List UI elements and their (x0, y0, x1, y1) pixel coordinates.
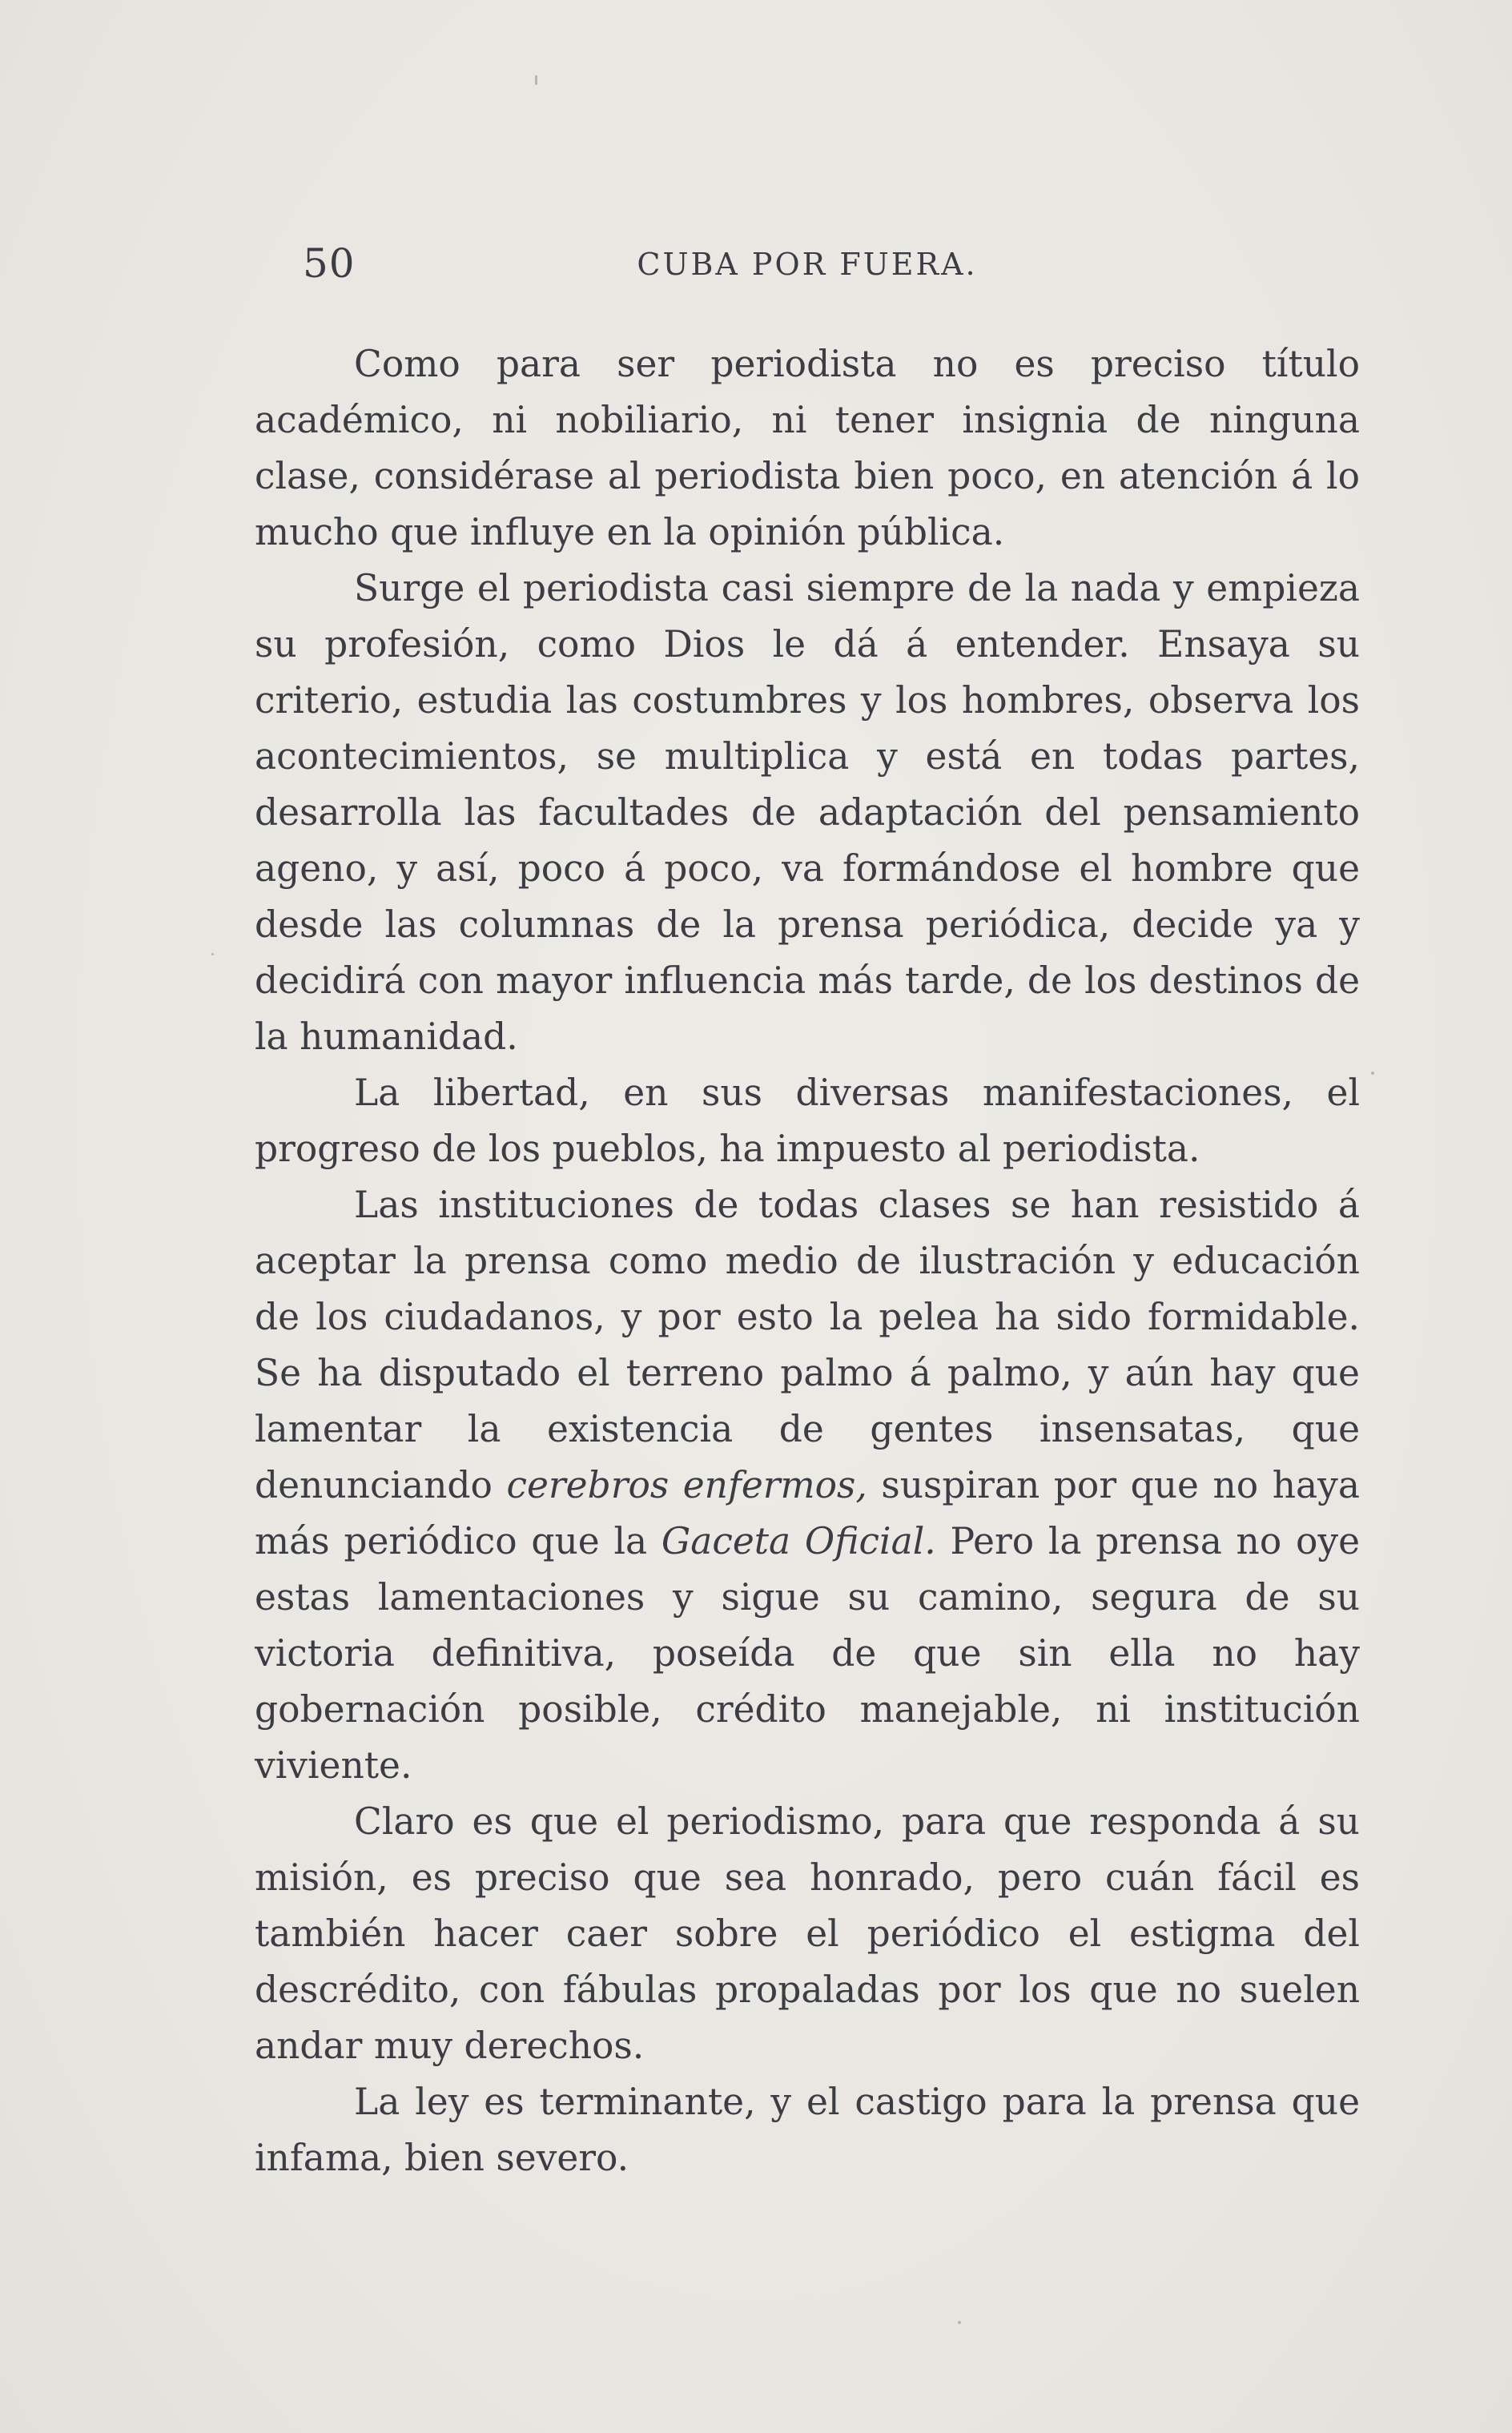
paragraph-6: La ley es terminante, y el castigo para la prensa que infama, bien severo. (255, 2081, 1360, 2179)
paragraph-5: Claro es que el periodismo, para que responda á su misión, es preciso que sea honrado, pero cuán fácil es también hacer caer sobre el periódico el estigma del descrédito, con fábulas propaladas por los que no suelen andar muy derechos. (255, 1800, 1360, 2067)
paper-speck (958, 2321, 961, 2324)
paragraph-3: La libertad, en sus diversas manifestaciones, el progreso de los pueblos, ha impuesto al periodista. (255, 1072, 1360, 1170)
italic-phrase: cerebros enfermos, (506, 1464, 867, 1506)
body-text (255, 336, 1360, 2186)
paragraph-4: Las instituciones de todas clases se han resistido á aceptar la prensa como medio de ilustración y educación de los ciudadanos, y por esto la pelea ha sido formidable. Se ha disputado el terreno palmo á palmo, y aún hay que lamentar la existencia de gentes insensatas, que denunciando cerebros enfermos, suspiran por que no haya más periódico que la Gaceta Oficial. Pero la prensa no oye estas lamentaciones y sigue su camino, segura de su victoria definitiva, poseída de que sin ella no hay gobernación posible, crédito manejable, ni institución viviente. (255, 1184, 1361, 1787)
paragraph-1: Como para ser periodista no es preciso título académico, ni nobiliario, ni tener insignia de ninguna clase, considérase al periodista bien poco, en atención á lo mucho que influye en la opinión pública. (255, 343, 1360, 553)
page-number: 50 (303, 240, 356, 287)
paper-speck (1371, 1072, 1374, 1075)
running-title: CUBA POR FUERA. (637, 247, 978, 282)
italic-phrase: Gaceta Oficial. (661, 1520, 936, 1562)
running-head (255, 240, 1360, 304)
paper-speck (211, 953, 214, 955)
paragraph-2: Surge el periodista casi siempre de la nada y empieza su profesión, como Dios le dá á entender. Ensaya su criterio, estudia las costumbres y los hombres, observa los acontecimientos, se multiplica y está en todas partes, desarrolla las facultades de adaptación del pensamiento ageno, y así, poco á poco, va formándose el hombre que desde las columnas de la prensa periódica, decide ya y decidirá con mayor influencia más tarde, de los destinos de la humanidad. (255, 567, 1360, 1058)
paper-speck (535, 75, 537, 85)
